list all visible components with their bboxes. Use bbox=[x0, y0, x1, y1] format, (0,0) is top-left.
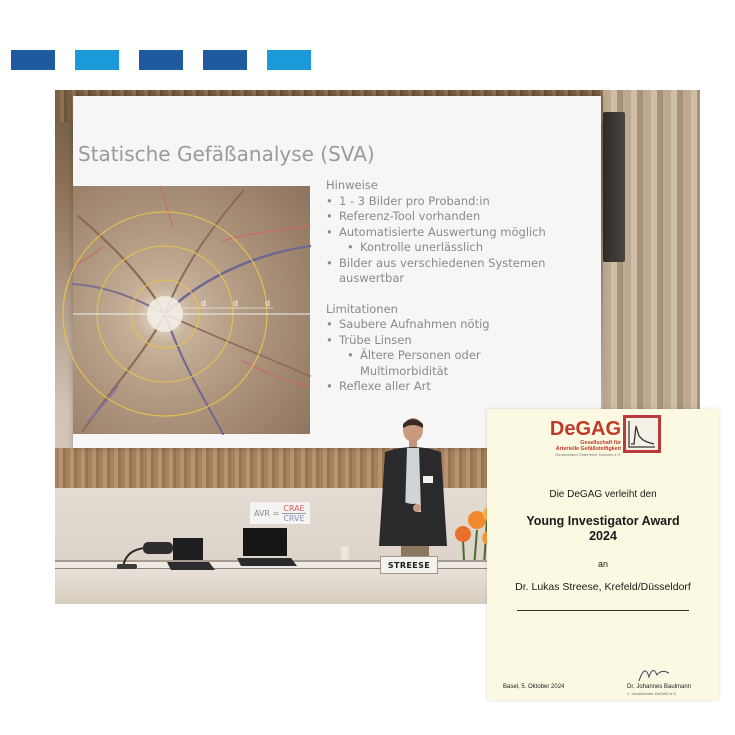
list-item-continuation: Multimorbidität bbox=[360, 363, 449, 378]
limitationen-heading: Limitationen bbox=[326, 301, 398, 316]
list-item: • Ältere Personen oder bbox=[326, 348, 596, 364]
list-item: • Kontrolle unerlässlich bbox=[326, 240, 596, 256]
award-title: Young Investigator Award bbox=[526, 514, 680, 528]
signer-name: Dr. Johannes Baulmann bbox=[627, 684, 692, 690]
award-year: 2024 bbox=[589, 529, 617, 543]
award-certificate bbox=[487, 409, 719, 700]
slide-title: Statische Gefäßanalyse (SVA) bbox=[78, 142, 375, 166]
list-item: • Reflexe aller Art bbox=[326, 379, 596, 395]
recipient-name: Dr. Lukas Streese, Krefeld/Düsseldorf bbox=[515, 581, 691, 593]
speaker-namecard: STREESE bbox=[380, 556, 438, 574]
decor-bar-4 bbox=[203, 50, 247, 70]
org-name-line-2: Arterielle Gefäßsteifigkeit bbox=[555, 446, 621, 452]
avr-fraction bbox=[282, 504, 305, 523]
certificate-intro: Die DeGAG verleiht den bbox=[549, 489, 657, 500]
distance-label-1: d bbox=[201, 299, 207, 308]
signature-graphic bbox=[635, 661, 675, 685]
degag-logo-icon bbox=[623, 415, 661, 453]
org-name-line-1: Gesellschaft für bbox=[580, 440, 621, 446]
list-item: • 1 - 3 Bilder pro Proband:in bbox=[326, 194, 596, 210]
list-item: • Automatisierte Auswertung möglich bbox=[326, 225, 596, 241]
laptop-icon bbox=[165, 536, 217, 572]
list-item: • Referenz-Tool vorhanden bbox=[326, 209, 596, 225]
decor-bar-2 bbox=[75, 50, 119, 70]
paper-cup bbox=[341, 546, 349, 560]
distance-label-2: d bbox=[233, 299, 239, 308]
slide-bullet-list bbox=[326, 178, 596, 395]
pulse-wave-icon bbox=[626, 418, 658, 450]
retina-fundus-image bbox=[73, 186, 310, 523]
decor-bar-5 bbox=[267, 50, 311, 70]
laptop-icon bbox=[237, 526, 299, 568]
avr-formula bbox=[250, 502, 310, 524]
presenter-figure bbox=[365, 416, 455, 566]
certificate-an: an bbox=[597, 559, 608, 569]
degag-logo-text: DeGAG bbox=[549, 418, 621, 440]
avr-denominator: CRVE bbox=[283, 513, 305, 523]
hinweise-heading: Hinweise bbox=[326, 178, 378, 192]
avr-lhs: AVR = bbox=[254, 508, 280, 518]
certificate-divider bbox=[517, 610, 689, 611]
avr-numerator: CRAE bbox=[283, 503, 305, 513]
wall-speaker bbox=[603, 112, 625, 262]
list-item: • Trübe Linsen bbox=[326, 333, 596, 349]
distance-label-3: d bbox=[265, 299, 271, 308]
decor-bar-1 bbox=[11, 50, 55, 70]
signer-role: 1. Vorsitzender DeGAG e.V. bbox=[627, 691, 677, 696]
org-name-line-3: Deutschland Österreich Schweiz e.V. bbox=[555, 452, 621, 457]
fundus-overlay-graphic bbox=[73, 186, 310, 434]
list-item-continuation: auswertbar bbox=[339, 271, 405, 285]
place-and-date: Basel, 5. Oktober 2024 bbox=[503, 684, 565, 690]
list-item: • Bilder aus verschiedenen Systemen bbox=[326, 256, 596, 272]
list-item: • Saubere Aufnahmen nötig bbox=[326, 317, 596, 333]
decor-bar-3 bbox=[139, 50, 183, 70]
